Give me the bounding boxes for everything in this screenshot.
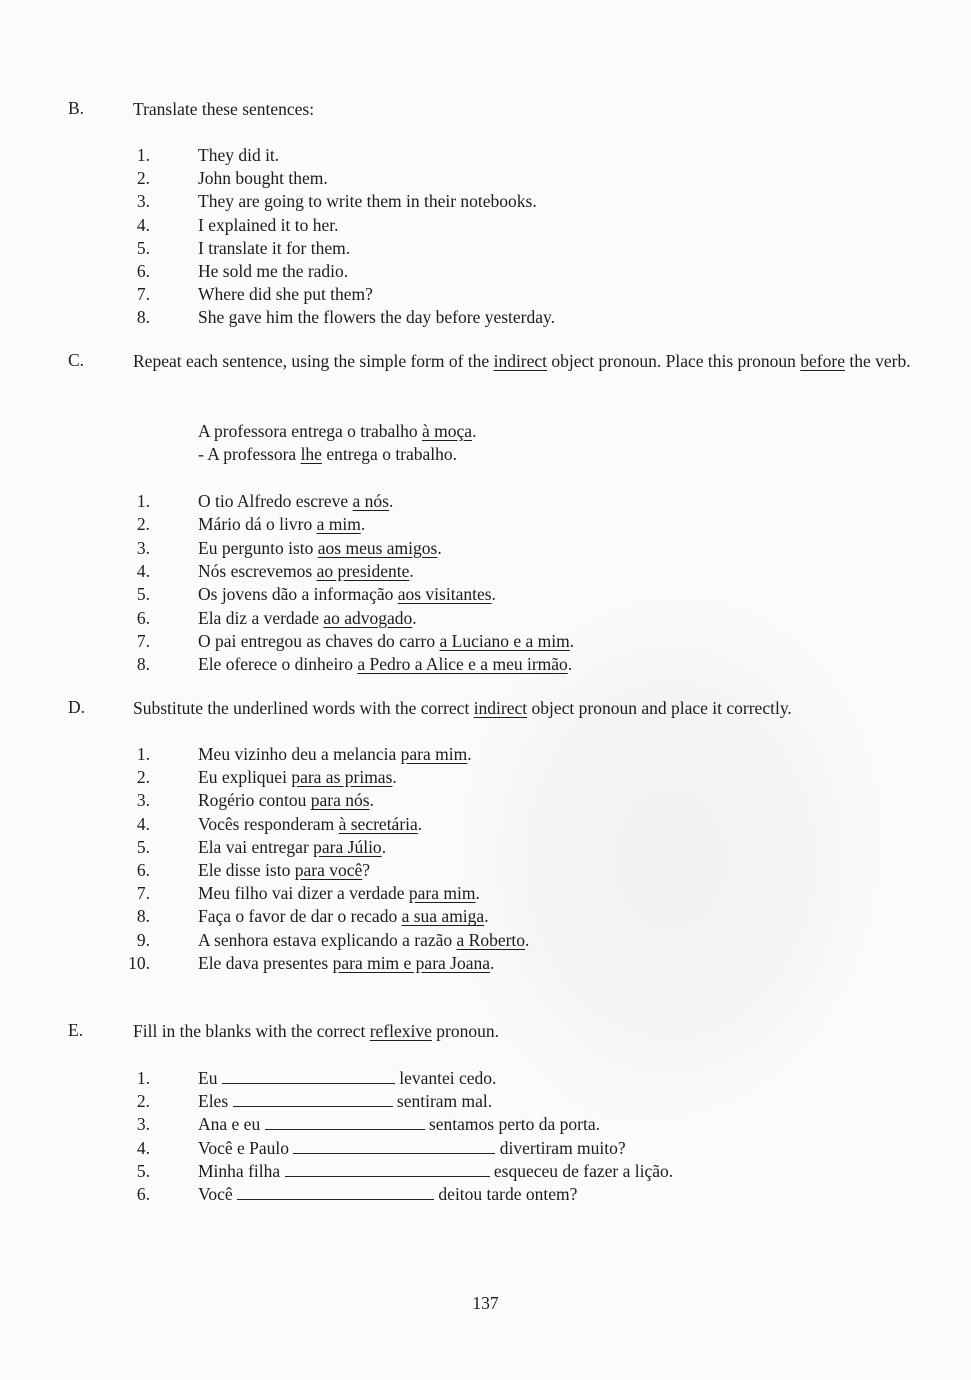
list-item [198, 790, 374, 811]
list-item: They are going to write them in their notebooks. [198, 191, 537, 212]
answer-blank[interactable] [265, 1115, 425, 1130]
section-e-letter: E. [68, 1020, 84, 1040]
item-subject: Eles [198, 1091, 229, 1112]
item-subject: Você e Paulo [198, 1137, 290, 1158]
item-subject: Minha filha [198, 1160, 281, 1181]
item-number: 1. [136, 491, 150, 511]
item-number: 6. [136, 1184, 150, 1204]
item-subject: Eu [198, 1068, 218, 1088]
item-verb: sentamos perto da porta. [428, 1114, 601, 1135]
list-item [198, 538, 442, 559]
item-punct: . [409, 560, 414, 581]
section-c-letter: C. [68, 350, 85, 370]
item-text: Ele oferece o dinheiro [198, 654, 358, 675]
list-item [198, 930, 529, 951]
item-punct: . [467, 744, 472, 764]
underlined-phrase: para você [294, 860, 363, 880]
item-number: 8. [136, 654, 150, 675]
item-text: Faça o favor de dar o recado [198, 906, 402, 927]
item-number: 3. [136, 191, 150, 212]
item-punct: . [360, 514, 366, 535]
answer-blank[interactable] [293, 1139, 495, 1154]
item-punct: . [567, 654, 573, 675]
item-subject: Você [198, 1184, 233, 1204]
item-number: 3. [136, 537, 150, 558]
list-item[interactable] [198, 1091, 492, 1112]
item-verb: sentiram mal. [396, 1091, 493, 1112]
item-text: Meu vizinho deu a melancia [198, 744, 401, 764]
item-text: O tio Alfredo escreve [198, 491, 353, 511]
item-punct: . [437, 537, 442, 558]
list-item [198, 837, 386, 858]
item-number: 2. [136, 767, 150, 788]
section-e-instruction: Fill in the blanks with the correct reflexive pronoun. [133, 1021, 499, 1041]
underlined-phrase: aos visitantes [397, 584, 492, 605]
list-item: He sold me the radio. [198, 261, 349, 281]
item-number: 2. [136, 1091, 150, 1112]
item-verb: divertiram muito? [499, 1137, 626, 1158]
list-item[interactable] [198, 1138, 626, 1159]
item-number: 7. [136, 883, 150, 904]
list-item [198, 654, 572, 675]
item-number: 2. [136, 514, 150, 535]
list-item [198, 561, 414, 582]
item-number: 1. [136, 744, 150, 764]
page-number: 137 [472, 1293, 499, 1313]
item-number: 2. [136, 168, 150, 189]
underlined-phrase: a Pedro a Alice e a meu irmão [357, 654, 568, 675]
list-item[interactable] [198, 1161, 673, 1182]
list-item[interactable] [198, 1068, 496, 1089]
section-d-instruction: Substitute the underlined words with the correct indirect object pronoun and place it correctly. [133, 698, 792, 718]
underlined-phrase: ao presidente [316, 560, 410, 581]
list-item: I explained it to her. [198, 214, 339, 235]
underlined-phrase: aos meus amigos [317, 537, 438, 558]
item-subject: Ana e eu [198, 1114, 261, 1135]
list-item[interactable] [198, 1184, 577, 1205]
item-punct: . [490, 952, 495, 973]
section-b-letter: B. [68, 98, 85, 118]
item-number: 5. [136, 1160, 150, 1181]
underlined-phrase: a Roberto [456, 929, 526, 950]
list-item [198, 906, 489, 927]
item-number: 1. [136, 1068, 150, 1088]
item-number: 4. [136, 560, 150, 581]
list-item: Where did she put them? [198, 284, 373, 305]
item-verb: deitou tarde ontem? [438, 1184, 578, 1204]
item-text: O pai entregou as chaves do carro [198, 630, 440, 651]
list-item [198, 491, 393, 512]
item-number: 4. [136, 214, 150, 235]
item-number: 6. [136, 607, 150, 628]
list-item: They did it. [198, 145, 280, 165]
item-punct: . [417, 813, 423, 834]
item-punct: . [369, 790, 374, 811]
item-text: Ele disse isto [198, 860, 295, 880]
answer-blank[interactable] [222, 1069, 395, 1084]
item-number: 7. [136, 630, 150, 651]
list-item: She gave him the flowers the day before yesterday. [198, 307, 555, 328]
list-item: I translate it for them. [198, 237, 351, 258]
underlined-phrase: para Júlio [313, 836, 382, 857]
item-punct: ? [362, 860, 371, 880]
list-item[interactable] [198, 1114, 600, 1135]
item-text: Mário dá o livro [198, 514, 317, 535]
item-punct: . [569, 630, 575, 651]
section-b-instruction: Translate these sentences: [133, 99, 315, 119]
list-item: John bought them. [198, 168, 328, 189]
item-number: 9. [136, 929, 150, 950]
item-punct: . [392, 767, 397, 788]
item-number: 4. [136, 813, 150, 834]
section-c-example-line2: - A professora lhe entrega o trabalho. [198, 444, 458, 464]
item-text: Os jovens dão a informação [198, 584, 398, 605]
underlined-phrase: ao advogado [323, 607, 413, 628]
list-item [198, 953, 494, 974]
item-punct: . [381, 836, 387, 857]
item-punct: . [484, 906, 489, 927]
underlined-phrase: a sua amiga [401, 906, 485, 927]
underlined-phrase: para mim e para Joana [332, 952, 491, 973]
answer-blank[interactable] [285, 1162, 490, 1177]
item-number: 5. [136, 237, 150, 258]
list-item [198, 814, 422, 835]
section-c-instruction: Repeat each sentence, using the simple form of the indirect object pronoun. Place this pronoun before the verb. [133, 351, 911, 371]
underlined-phrase: para mim [400, 744, 468, 764]
item-punct: . [475, 883, 480, 904]
item-text: Nós escrevemos [198, 560, 317, 581]
list-item [198, 883, 480, 904]
item-text: Ela vai entregar [198, 836, 314, 857]
list-item [198, 514, 365, 535]
underlined-phrase: à secretária [338, 813, 418, 834]
answer-blank[interactable] [237, 1185, 434, 1200]
item-punct: . [525, 929, 530, 950]
item-punct: . [388, 491, 394, 511]
underlined-phrase: para as primas [291, 767, 393, 788]
underlined-phrase: para mim [408, 883, 476, 904]
item-text: Rogério contou [198, 790, 311, 811]
section-d-letter: D. [68, 697, 86, 717]
list-item [198, 860, 370, 881]
list-item [198, 744, 472, 765]
item-text: A senhora estava explicando a razão [198, 929, 457, 950]
item-number: 5. [136, 836, 150, 857]
underlined-phrase: a Luciano e a mim [439, 630, 570, 651]
item-text: Ela diz a verdade [198, 607, 324, 628]
item-verb: esqueceu de fazer a lição. [493, 1160, 674, 1181]
item-verb: levantei cedo. [399, 1068, 497, 1088]
item-text: Ele dava presentes [198, 952, 333, 973]
item-text: Eu pergunto isto [198, 537, 318, 558]
item-punct: . [491, 584, 496, 605]
item-number: 3. [136, 1114, 150, 1135]
list-item [198, 584, 496, 605]
item-number: 5. [136, 584, 150, 605]
item-text: Eu expliquei [198, 767, 292, 788]
item-punct: . [412, 607, 417, 628]
list-item [198, 608, 417, 629]
section-c-example-line1: A professora entrega o trabalho à moça. [198, 421, 477, 441]
item-text: Meu filho vai dizer a verdade [198, 883, 409, 904]
underlined-phrase: a nós [352, 491, 389, 511]
item-text: Vocês responderam [198, 813, 339, 834]
underlined-phrase: a mim [316, 514, 361, 535]
list-item [198, 631, 574, 652]
item-number: 10. [128, 952, 150, 973]
list-item [198, 767, 397, 788]
item-number: 7. [136, 284, 150, 305]
item-number: 3. [136, 790, 150, 811]
item-number: 8. [136, 307, 150, 328]
underlined-phrase: para nós [310, 790, 370, 811]
item-number: 4. [136, 1137, 150, 1158]
item-number: 1. [136, 145, 150, 165]
answer-blank[interactable] [233, 1092, 393, 1107]
item-number: 6. [136, 261, 150, 281]
item-number: 8. [136, 906, 150, 927]
item-number: 6. [136, 860, 150, 880]
